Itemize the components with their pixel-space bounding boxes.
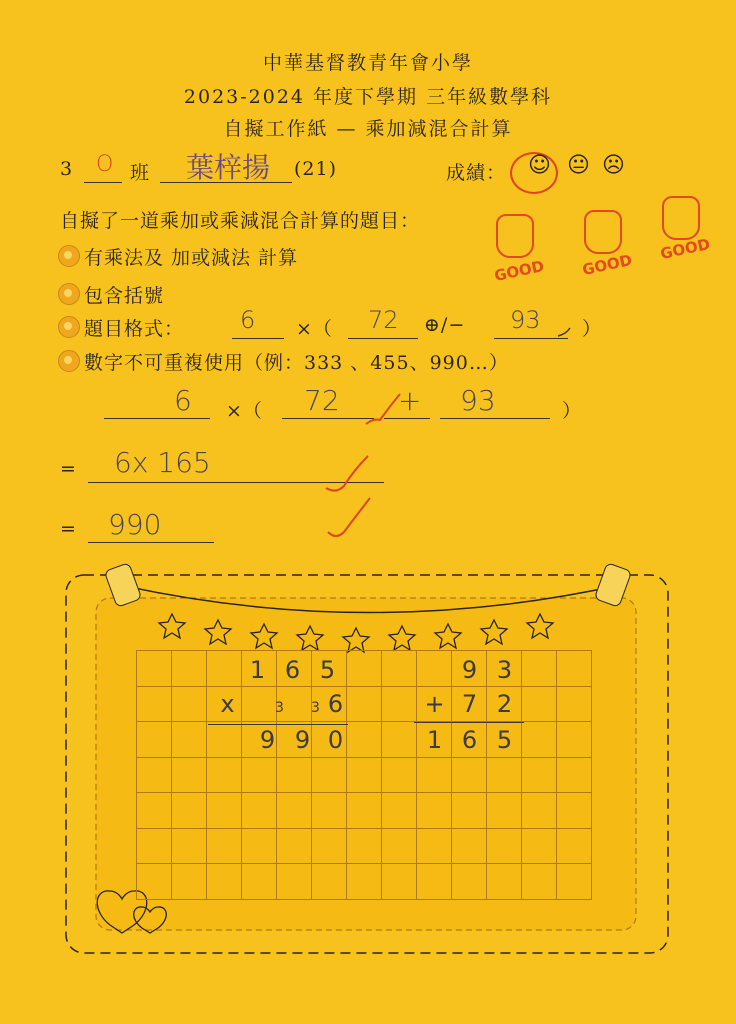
- add-bottom-digit: 2: [496, 690, 513, 718]
- school-name: 中華基督教青年會小學: [262, 52, 473, 74]
- grid-cell: [276, 757, 312, 794]
- eq-close: ）: [562, 400, 583, 422]
- worksheet-title: 自擬工作紙 — 乘加減混合計算: [223, 118, 513, 140]
- step1-equals: =: [60, 458, 77, 480]
- grid-cell: [206, 757, 242, 794]
- grid-cell: [521, 828, 557, 865]
- format-times: ×（: [296, 318, 333, 340]
- grid-cell: [136, 828, 172, 865]
- grid-cell: [486, 863, 522, 900]
- grid-cell: [171, 686, 207, 723]
- grid-cell: [136, 721, 172, 758]
- grid-cell: [241, 792, 277, 829]
- grid-cell: [311, 792, 347, 829]
- grid-cell: [381, 792, 417, 829]
- grid-cell: [416, 792, 452, 829]
- grid-cell: [486, 828, 522, 865]
- add-result-digit: 1: [426, 726, 443, 754]
- mult-result-digit: 9: [259, 726, 276, 754]
- grid-cell: [171, 792, 207, 829]
- grid-cell: [206, 828, 242, 865]
- grid-cell: [521, 863, 557, 900]
- grid-cell: [206, 792, 242, 829]
- grid-cell: [521, 686, 557, 723]
- format-operator: ⊕/−: [424, 314, 466, 336]
- grid-cell: [136, 792, 172, 829]
- grid-cell: [556, 792, 592, 829]
- rule2-text: 包含括號: [84, 285, 165, 307]
- format-value-a: 6: [240, 306, 256, 334]
- grid-cell: [136, 757, 172, 794]
- eq-value-c: 93: [460, 384, 496, 417]
- grid-cell: [206, 721, 242, 758]
- grid-cell: [451, 757, 487, 794]
- grid-cell: [381, 650, 417, 687]
- grid-cell: [521, 650, 557, 687]
- grid-cell: [171, 650, 207, 687]
- grade: 3: [60, 158, 74, 180]
- grid-cell: [171, 828, 207, 865]
- eq-value-a: 6: [174, 384, 192, 417]
- grid-cell: [241, 828, 277, 865]
- grid-cell: [521, 721, 557, 758]
- format-close: ）: [582, 318, 603, 340]
- grid-cell: [311, 828, 347, 865]
- class-value: O: [96, 152, 114, 177]
- mult-top-digit: 1: [249, 656, 266, 684]
- mult-result-line: [208, 724, 348, 725]
- good-stamp: GOOD: [492, 256, 546, 286]
- grid-cell: [486, 757, 522, 794]
- grid-cell: [276, 792, 312, 829]
- grid-cell: [346, 650, 382, 687]
- eq-value-b: 72: [304, 384, 340, 417]
- eq-operator: +: [398, 384, 422, 417]
- grid-cell: [451, 792, 487, 829]
- add-top-digit: 3: [496, 656, 513, 684]
- grid-cell: [346, 757, 382, 794]
- grid-cell: [521, 792, 557, 829]
- neutral-face-icon: 😐: [567, 153, 590, 178]
- grid-cell: [241, 757, 277, 794]
- add-top-digit: 9: [461, 656, 478, 684]
- rule3-label: 題目格式：: [84, 318, 185, 340]
- mult-bottom-digit: 6: [327, 690, 344, 718]
- grid-cell: [451, 863, 487, 900]
- score-label: 成績：: [446, 162, 507, 184]
- sad-face-icon: ☹: [602, 153, 625, 178]
- grid-cell: [556, 828, 592, 865]
- format-value-c: 93: [510, 306, 541, 334]
- grid-cell: [416, 828, 452, 865]
- grid-cell: [381, 686, 417, 723]
- add-result-digit: 6: [461, 726, 478, 754]
- step1-value: 6x 165: [114, 446, 211, 479]
- grid-cell: [311, 863, 347, 900]
- grid-cell: [206, 863, 242, 900]
- grid-cell: [381, 721, 417, 758]
- grid-cell: [136, 863, 172, 900]
- grid-cell: [346, 792, 382, 829]
- add-result-digit: 5: [496, 726, 513, 754]
- good-stamp: GOOD: [580, 250, 634, 280]
- term-line: 2023-2024 年度下學期 三年級數學科: [183, 86, 553, 108]
- mult-carry: 3: [311, 700, 320, 716]
- class-label: 班: [130, 162, 151, 184]
- grid-cell: [381, 863, 417, 900]
- grid-cell: [381, 757, 417, 794]
- mult-carry: 3: [275, 700, 284, 716]
- mult-result-digit: 0: [327, 726, 344, 754]
- grid-cell: [346, 863, 382, 900]
- grid-cell: [556, 863, 592, 900]
- step2-equals: =: [60, 518, 77, 540]
- grid-cell: [556, 650, 592, 687]
- grid-cell: [241, 863, 277, 900]
- good-stamp: GOOD: [658, 234, 712, 264]
- mult-top-digit: 5: [319, 656, 336, 684]
- grid-cell: [276, 863, 312, 900]
- grid-cell: [136, 650, 172, 687]
- grid-cell: [556, 757, 592, 794]
- grid-cell: [416, 863, 452, 900]
- grid-cell: [556, 686, 592, 723]
- grid-cell: [416, 650, 452, 687]
- grid-cell: [171, 757, 207, 794]
- grid-cell: [136, 686, 172, 723]
- grid-cell: [171, 863, 207, 900]
- step2-value: 990: [108, 508, 162, 541]
- mult-result-digit: 9: [294, 726, 311, 754]
- mult-sign: x: [220, 690, 235, 718]
- grid-cell: [521, 757, 557, 794]
- rule1-text: 有乘法及 加或減法 計算: [84, 247, 299, 269]
- student-number: (21): [294, 158, 338, 180]
- grid-cell: [276, 828, 312, 865]
- grid-cell: [451, 828, 487, 865]
- add-bottom-digit: 7: [461, 690, 478, 718]
- instruction-intro: 自擬了一道乘加或乘減混合計算的題目：: [60, 210, 421, 232]
- grid-cell: [556, 721, 592, 758]
- grid-cell: [346, 828, 382, 865]
- grid-cell: [416, 757, 452, 794]
- student-name: 葉梓揚: [186, 151, 271, 184]
- mult-top-digit: 6: [284, 656, 301, 684]
- grid-cell: [381, 828, 417, 865]
- grid-cell: [486, 792, 522, 829]
- grid-cell: [311, 757, 347, 794]
- eq-times: ×（: [226, 400, 263, 422]
- format-value-b: 72: [368, 306, 399, 334]
- add-sign: +: [424, 690, 445, 718]
- smile-face-icon: ☺: [528, 153, 551, 178]
- grid-cell: [206, 650, 242, 687]
- grid-cell: [171, 721, 207, 758]
- add-result-line: [414, 722, 524, 723]
- rule4-text: 數字不可重複使用（例：333 、455、990…）: [84, 352, 509, 374]
